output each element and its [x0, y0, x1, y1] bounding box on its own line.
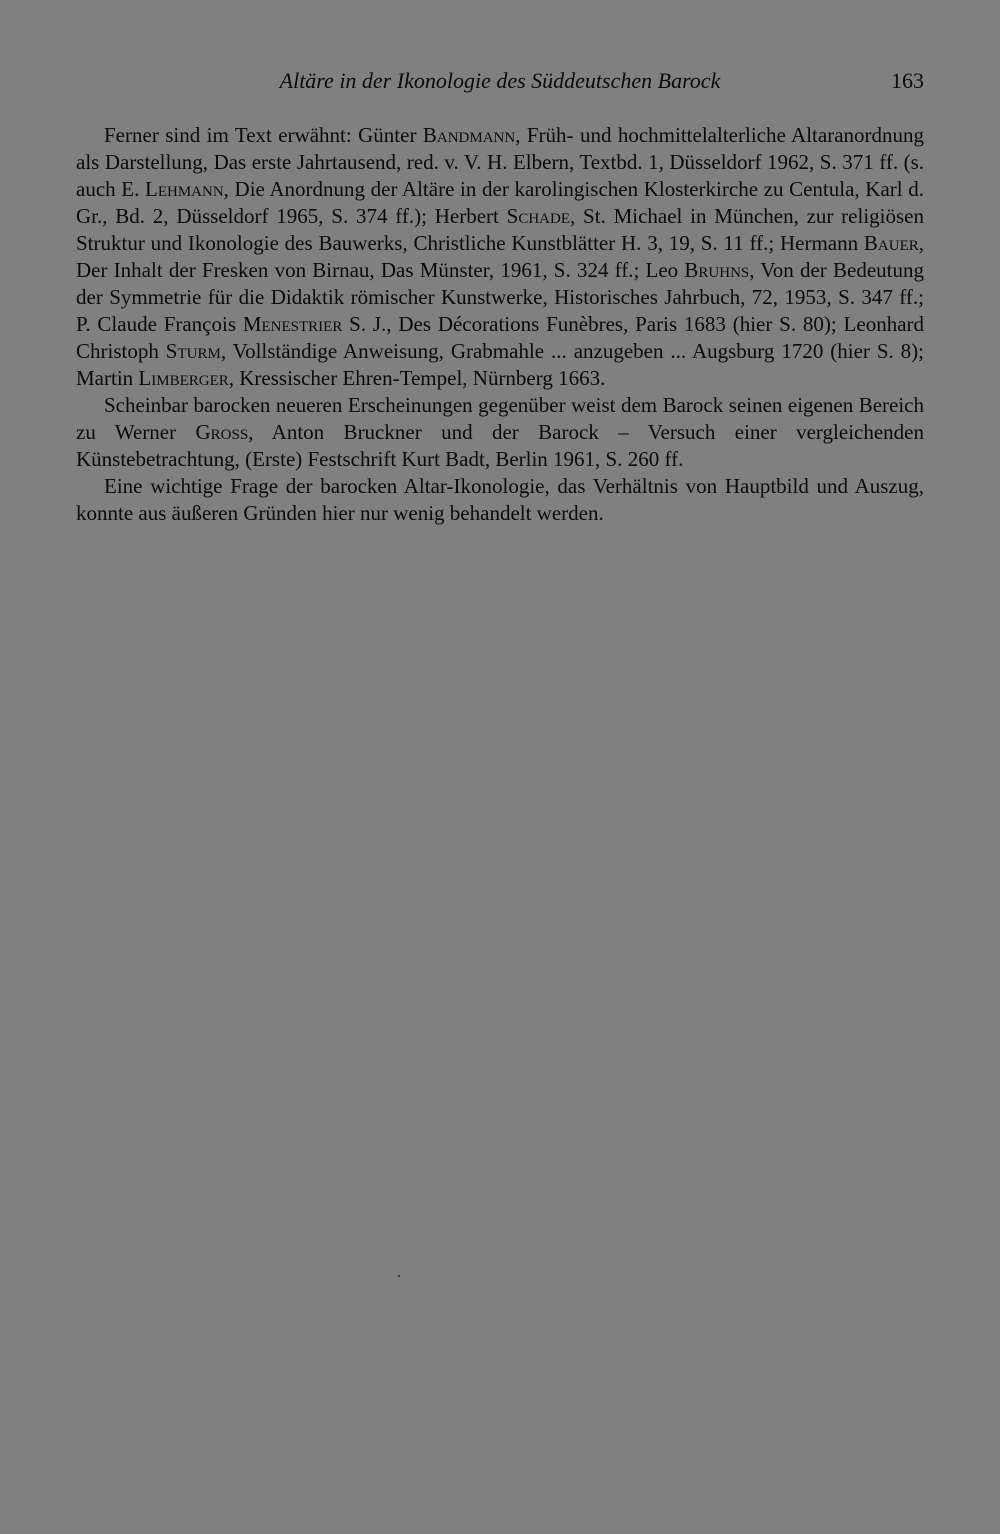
page-header — [76, 68, 924, 102]
author-name: Gross — [195, 420, 249, 444]
author-name: Bandmann — [422, 123, 516, 147]
author-name: Bauer — [863, 231, 919, 255]
paragraph-gross — [76, 392, 924, 473]
text-run: Eine wichtige Frage der barocken Altar-Ikonologie, das Verhältnis von Hauptbild und Auszug, konnte aus äußeren Gründen hier nur wenig behandelt werden. — [76, 474, 924, 525]
paragraph-references — [76, 122, 924, 392]
text-run: , Von der Bedeutung der Symmetrie für die Didaktik römischer Kunstwerke, Historisches Jahrbuch, 72, 1953, S. 347 ff.; P. Claude François — [76, 258, 924, 336]
text-run: , Die Anordnung der Altäre in der karolingischen Klosterkirche zu Centula, Karl d. Gr., Bd. 2, Düsseldorf 1965, S. 374 ff.); Herbert — [76, 177, 924, 228]
text-run: , Anton Bruckner und der Barock – Versuch einer vergleichenden Künstebetrachtung, (Erste) Festschrift Kurt Badt, Berlin 1961, S. 260 ff. — [76, 420, 924, 471]
text-run: , Früh- und hochmittelalterliche Altaranordnung als Darstellung, Das erste Jahrtausend, red. v. V. H. Elbern, Textbd. 1, Düsseldorf 1962, S. 371 ff. (s. auch E. — [76, 123, 925, 201]
author-name: Schade — [506, 204, 570, 228]
page-number: 163 — [891, 68, 924, 93]
author-name: Lehmann — [145, 177, 224, 201]
page-speck — [398, 1275, 400, 1277]
text-run: , Vollständige Anweisung, Grabmahle ... anzugeben ... Augsburg 1720 (hier S. 8); Martin — [76, 339, 925, 390]
body-text — [76, 122, 924, 527]
author-name: Menestrier — [242, 312, 343, 336]
author-name: Sturm — [165, 339, 221, 363]
text-run: , Kressischer Ehren-Tempel, Nürnberg 1663. — [228, 366, 606, 390]
paragraph-altar-question — [76, 473, 924, 527]
text-run: , Der Inhalt der Fresken von Birnau, Das Münster, 1961, S. 324 ff.; Leo — [76, 231, 924, 282]
running-title: Altäre in der Ikonologie des Süddeutschen Barock — [279, 68, 721, 93]
author-name: Limberger — [138, 366, 229, 390]
author-name: Bruhns — [684, 258, 750, 282]
text-run: Scheinbar barocken neueren Erscheinungen gegenüber weist dem Barock seinen eigenen Bereich zu Werner — [76, 393, 924, 444]
text-run: , St. Michael in München, zur religiösen Struktur und Ikonologie des Bauwerks, Christliche Kunstblätter H. 3, 19, S. 11 ff.; Hermann — [76, 204, 924, 255]
text-run: Ferner sind im Text erwähnt: Günter — [104, 123, 423, 147]
text-run: S. J., Des Décorations Funèbres, Paris 1683 (hier S. 80); Leonhard Christoph — [76, 312, 925, 363]
